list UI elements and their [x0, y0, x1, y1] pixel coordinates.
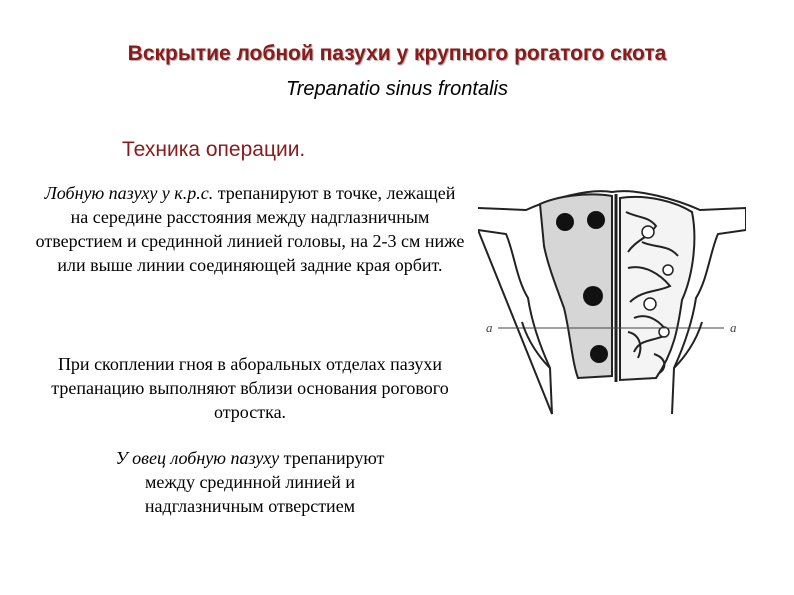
- slide-subtitle: Trepanatio sinus frontalis: [286, 78, 508, 100]
- trepanation-point-2: [587, 211, 605, 229]
- paragraph-sheep-lead: У овец лобную пазуху: [115, 448, 280, 468]
- paragraph-sheep-technique: [34, 446, 466, 518]
- sinus-cell-1: [642, 226, 654, 238]
- trepanation-point-1: [556, 213, 574, 231]
- sinus-cell-3: [644, 298, 656, 310]
- paragraph-cattle-technique: [34, 181, 466, 277]
- line-label-right: а: [730, 320, 737, 335]
- trepanation-point-4: [590, 345, 608, 363]
- paragraph-cattle-verb: трепанируют в: [213, 183, 332, 203]
- sinus-cell-2: [663, 265, 673, 275]
- paragraph-pus-aboral: При скоплении гноя в аборальных отделах пазухи трепанацию выполняют вблизи основания рогового отростка.: [51, 354, 449, 422]
- line-label-left: а: [486, 320, 493, 335]
- paragraph-sheep-line2: между срединной линией и: [144, 472, 356, 492]
- section-heading: Техника операции.: [122, 138, 306, 161]
- right-frontal-sinus: [620, 197, 694, 380]
- frontal-sinus-diagram: [478, 182, 746, 422]
- paragraph-cattle-lead: Лобную пазуху у к.р.с.: [44, 183, 214, 203]
- trepanation-point-3: [583, 286, 603, 306]
- paragraph-sheep-verb: трепанируют: [279, 448, 385, 468]
- paragraph-cattle-body: точке, лежащей на середине расстояния между надглазничным отверстием и срединной линией головы, на 2-3 см ниже или выше линии соединяющей задние края орбит.: [35, 183, 465, 275]
- paragraph-sheep-line3: надглазничным отверстием: [144, 496, 356, 516]
- slide-title: Вскрытие лобной пазухи у крупного рогатого скота: [127, 42, 667, 65]
